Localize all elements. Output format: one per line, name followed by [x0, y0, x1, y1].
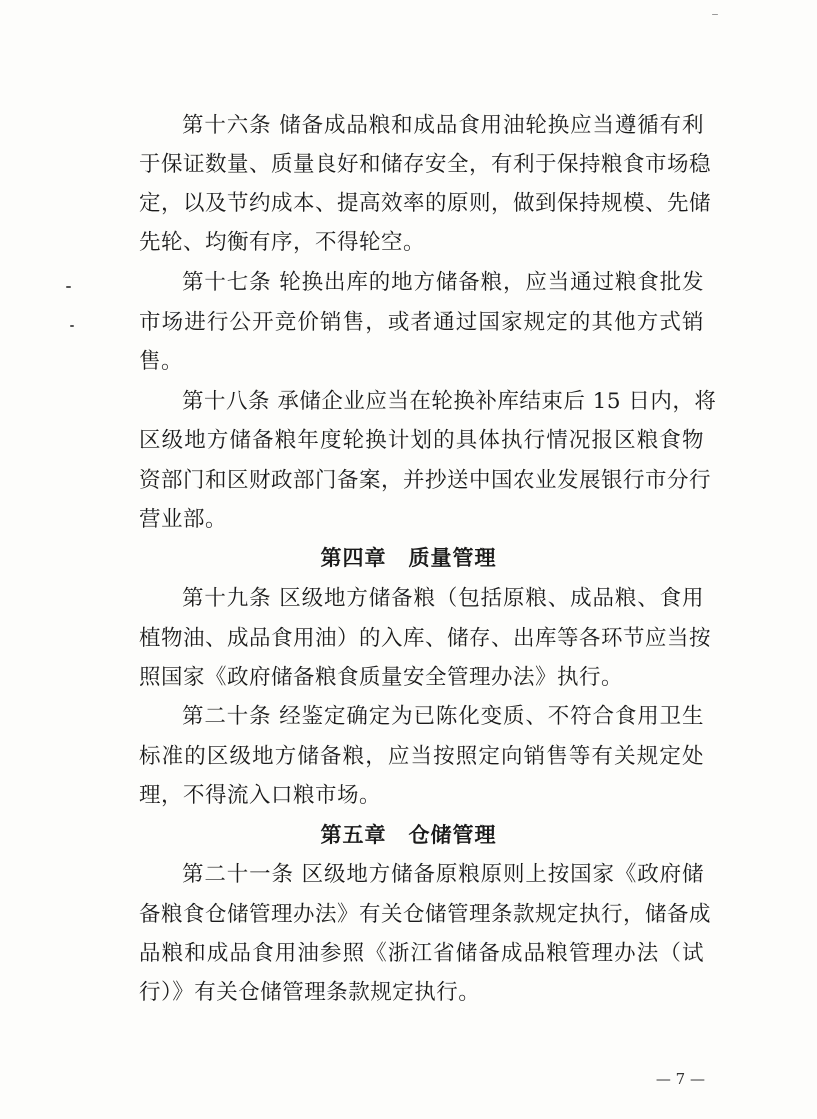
- article-18-line-2: 区级地方储备粮年度轮换计划的具体执行情况报区粮食物: [139, 428, 704, 453]
- article-20-line-3: 理，不得流入口粮市场。: [139, 783, 382, 808]
- page-number: — 7 —: [655, 1070, 705, 1088]
- article-17-line-3: 售。: [139, 349, 184, 374]
- article-16-line-4: 先轮、均衡有序，不得轮空。: [139, 230, 426, 255]
- article-18-line-3: 资部门和区财政部门备案，并抄送中国农业发展银行市分行: [139, 468, 712, 493]
- article-18-line-1: 第十八条 承储企业应当在轮换补库结束后 15 日内，将: [182, 389, 717, 414]
- article-16-line-1: 第十六条 储备成品粮和成品食用油轮换应当遵循有利: [182, 113, 704, 138]
- article-20-line-1: 第二十条 经鉴定确定为已陈化变质、不符合食用卫生: [182, 704, 704, 729]
- article-21-line-1: 第二十一条 区级地方储备原粮原则上按国家《政府储: [182, 862, 704, 887]
- article-19-line-1: 第十九条 区级地方储备粮（包括原粮、成品粮、食用: [182, 586, 704, 611]
- article-21-line-3: 品粮和成品食用油参照《浙江省储备成品粮管理办法（试: [139, 941, 704, 966]
- chapter-5-heading: 第五章 仓储管理: [320, 823, 497, 847]
- scan-speck: [70, 325, 74, 327]
- article-21-line-4: 行）》有关仓储管理条款规定执行。: [139, 980, 481, 1005]
- article-20-line-2: 标准的区级地方储备粮，应当按照定向销售等有关规定处: [139, 744, 704, 769]
- article-18-line-4: 营业部。: [139, 507, 228, 532]
- article-16-line-2: 于保证数量、质量良好和储存安全，有利于保持粮食市场稳: [139, 152, 712, 177]
- article-17-line-1: 第十七条 轮换出库的地方储备粮，应当通过粮食批发: [182, 270, 704, 295]
- article-19-line-2: 植物油、成品食用油）的入库、储存、出库等各环节应当按: [139, 626, 712, 651]
- article-17-line-2: 市场进行公开竞价销售，或者通过国家规定的其他方式销: [139, 310, 704, 335]
- article-19-line-3: 照国家《政府储备粮食质量安全管理办法》执行。: [139, 665, 624, 690]
- chapter-4-heading: 第四章 质量管理: [320, 546, 497, 570]
- scan-speck: [66, 286, 71, 288]
- scan-speck: [712, 14, 718, 15]
- article-16-line-3: 定，以及节约成本、提高效率的原则，做到保持规模、先储: [139, 191, 712, 216]
- article-21-line-2: 备粮食仓储管理办法》有关仓储管理条款规定执行，储备成: [139, 902, 712, 927]
